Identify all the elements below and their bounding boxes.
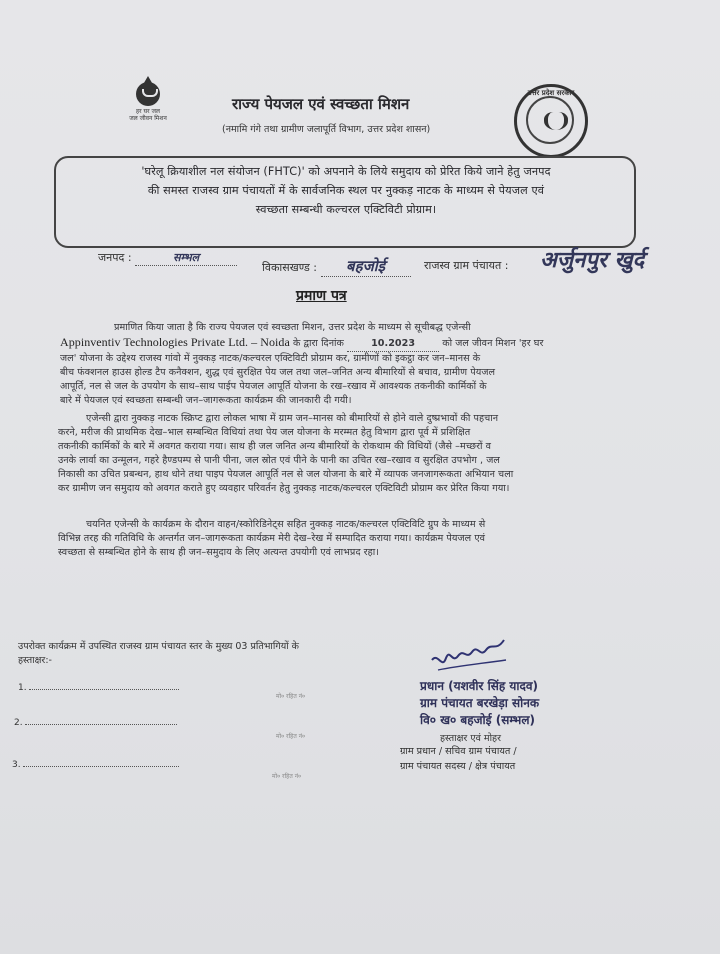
p1-line: जल' योजना के उद्देश्य राजस्व गांवो में नुक्कड़ नाटक/कल्चरल एक्टिविटी प्रोग्राम कर, ग्रामीणों को इकट्ठा कर जन–मानस के — [60, 353, 481, 364]
p2-line: तकनीकी कार्मिकों के बारे में अवगत कराया गया। साथ ही जल जनित अन्य बीमारियों के रोकथाम की विधियों (जैसे –मच्छरों व — [58, 441, 492, 452]
p1-line: बारे में पेयजल एवं स्वच्छता सम्बन्धी जन–जागरूकता कार्यक्रम की जानकारी दी गयी। — [60, 395, 352, 406]
district-field — [98, 250, 237, 266]
participant-faint-1: मो० रहित नं० — [276, 693, 306, 700]
program-line-2: की समस्त राजस्व ग्राम पंचायतों में के सार्वजनिक स्थल पर नुक्कड़ नाटक के माध्यम से पेयजल एवं — [147, 184, 545, 197]
program-line-3: स्वच्छता सम्बन्धी कल्चरल एक्टिविटी प्रोग्राम। — [255, 203, 437, 216]
p2-line: निकासी का उचित प्रबन्धन, हाथ धोने तथा पाइप पेयजल आपूर्ति नल से जल योजना के बारे में व्यापक जनजागरूकता अभियान चला — [58, 469, 514, 480]
participants-intro — [18, 640, 378, 668]
stamp-line: प्रधान (यशवीर सिंह यादव) — [420, 679, 538, 693]
p2-line: करने, मरीज की प्राथमिक देख–भाल सम्बन्धित विधियां तथा पेय जल योजना के मरम्मत हेतु विभाग द्वारा पूर्व में प्रशिक्षित — [58, 427, 471, 438]
water-drop-icon — [133, 76, 163, 106]
jal-jeevan-mission-logo — [118, 76, 178, 122]
participant-faint-2: मो० रहित नं० — [276, 733, 306, 740]
agency-name: Appinventiv Technologies Private Ltd. – Noida — [60, 335, 290, 349]
p3-line: चयनित एजेन्सी के कार्यक्रम के दौरान वाहन/स्कोरिडिनेट्स सहित नुक्कड़ नाटक/कल्चरल एक्टिविटि ग्रुप के माध्यम से — [86, 519, 486, 530]
signatory-role — [400, 744, 517, 774]
block-value: बहजोई — [346, 257, 385, 275]
mission-subtitle: (नमामि गंगे तथा ग्रामीण जलापूर्ति विभाग, उत्तर प्रदेश शासन) — [222, 124, 431, 135]
p1-line: प्रमाणित किया जाता है कि राज्य पेयजल एवं स्वच्छता मिशन, उत्तर प्रदेश के माध्यम से सूचीबद्ध एजेन्सी — [114, 322, 471, 333]
program-line-1: 'घरेलू क्रियाशील नल संयोजन (FHTC)' को अपनाने के लिये समुदाय को प्रेरित किये जाने हेतु जनपद — [141, 165, 551, 178]
village-value: अर्जुनपुर खुर्द — [540, 248, 645, 273]
participant-row-3 — [12, 760, 179, 770]
up-government-seal — [514, 84, 588, 158]
participant-faint-3: मो० रहित नं० — [272, 773, 302, 780]
seal-text: उत्तर प्रदेश सरकार — [527, 89, 575, 97]
p2-line: उनके लार्वा का उन्मूलन, गहरे हैण्डपम्प से पानी पीना, जल स्रोत एवं पीने के पानी का उचित रख–रखाव व सुरक्षित उपभोग , जल — [58, 455, 500, 466]
participants-intro-line: उपरोक्त कार्यक्रम में उपस्थित राजस्व ग्राम पंचायत स्तर के मुख्य 03 प्रतिभागियों के — [18, 641, 299, 652]
p2-line: कर ग्रामीण जन समुदाय को अवगत कराते हुए व्यवहार परिवर्तन हेतु नुक्कड़ नाटक/कल्चरल एक्टिविटी प्रोग्राम कर प्रेरित किया गया। — [58, 483, 510, 494]
pradhan-stamp — [420, 678, 539, 729]
p1-text: के द्वारा दिनांक — [292, 338, 344, 349]
mission-title: राज्य पेयजल एवं स्वच्छता मिशन — [232, 95, 410, 113]
fish-emblem-icon — [544, 112, 568, 130]
row-number: 2. — [14, 718, 23, 728]
row-number: 3. — [12, 760, 21, 770]
participants-intro-line: हस्ताक्षर:- — [18, 655, 52, 666]
block-label: विकासखण्ड : — [262, 261, 318, 274]
p1-line: बीच फंक्शनल हाउस होल्ड टैप कनैक्शन, शुद्ध एवं सुरक्षित पेय जल तथा जल–जनित अन्य बीमारियों से बचाव, ग्रामीण पेयजल — [60, 367, 496, 378]
district-label: जनपद : — [98, 251, 132, 264]
stamp-line: ग्राम पंचायत बरखेड़ा सोनक — [420, 696, 540, 710]
p1-line-agency — [60, 335, 632, 352]
block-field — [262, 256, 411, 277]
paragraph-2 — [58, 412, 634, 496]
certificate-title: प्रमाण पत्र — [296, 288, 347, 304]
role-line: ग्राम प्रधान / सचिव ग्राम पंचायत / — [400, 746, 517, 757]
participant-row-2 — [14, 718, 177, 728]
handwritten-signature — [428, 630, 512, 678]
p3-line: स्वच्छता से सम्बन्धित होने के साथ ही जन–समुदाय के लिए अत्यन्त उपयोगी एवं लाभप्रद रहा। — [58, 547, 379, 558]
stamp-line: वि० ख० बहजोई (सम्भल) — [420, 713, 535, 727]
signature-and-seal-label: हस्ताक्षर एवं मोहर — [440, 733, 501, 744]
program-date: 10.2023 — [371, 338, 416, 349]
p1-line: आपूर्ति, नल से जल के उपयोग के साथ–साथ पाईप पेयजल आपूर्ति योजना के रख–रखाव में आवश्यक तकनीकी कार्मिकों के — [60, 381, 487, 392]
district-value: सम्भल — [173, 251, 200, 264]
role-line: ग्राम पंचायत सदस्य / क्षेत्र पंचायत — [400, 761, 516, 772]
paragraph-3 — [58, 518, 632, 560]
logo-tagline: हर घर जल जल जीवन मिशन — [129, 108, 167, 122]
village-label: राजस्व ग्राम पंचायत : — [424, 259, 509, 272]
p1-text: को जल जीवन मिशन 'हर घर — [442, 338, 544, 349]
p3-line: विभिन्न तरह की गतिविधि के अन्तर्गत जन–जागरूकता कार्यक्रम मेरी देख–रेख में सम्पादित कराया गया। कार्यक्रम पेयजल एवं — [58, 533, 486, 544]
village-field — [424, 258, 508, 273]
participant-row-1 — [18, 683, 179, 693]
p2-line: एजेन्सी द्वारा नुक्कड़ नाटक स्क्रिप्ट द्वारा लोकल भाषा में ग्राम जन–मानस को बीमारियों से होने वाले दुष्प्रभावों की पहचान — [86, 413, 499, 424]
row-number: 1. — [18, 683, 27, 693]
paragraph-1 — [60, 321, 632, 408]
program-title-box — [54, 156, 636, 248]
